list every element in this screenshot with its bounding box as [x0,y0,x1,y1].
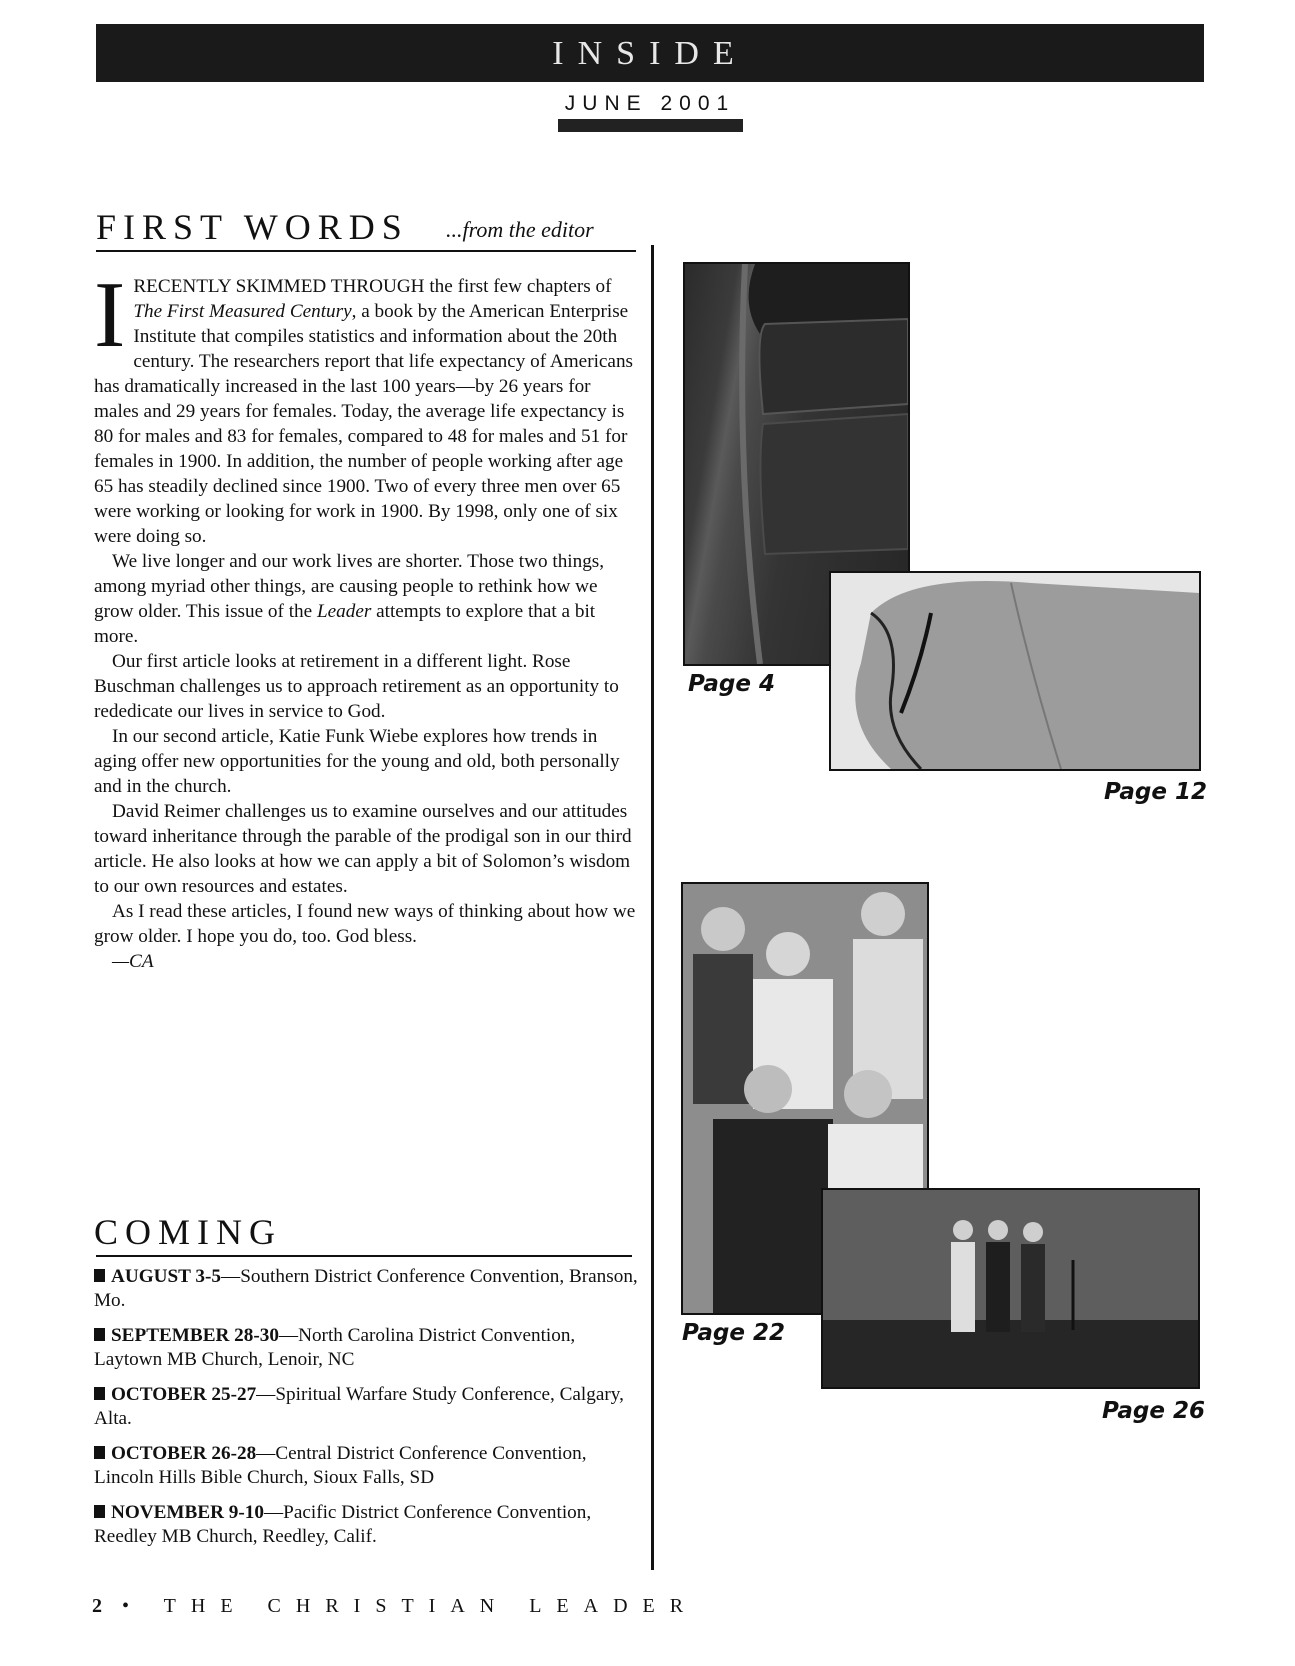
event-description: —Spiritual Warfare Study Conference, Calgary, Alta. [94,1384,624,1429]
event-date: SEPTEMBER 28-30 [111,1325,279,1346]
page-4-label: Page 4 [688,671,775,697]
worship-band-illustration [823,1190,1198,1387]
page-footer [92,1594,698,1618]
event-item [94,1501,642,1549]
footer-separator: • [122,1595,145,1617]
editorial-body [94,263,636,974]
editorial-signature: —CA [112,951,154,972]
date-underline-bar [558,119,743,132]
event-description: —Pacific District Conference Convention, Reedley MB Church, Reedley, Calif. [94,1502,592,1547]
event-description: —Southern District Conference Convention, Branson, Mo. [94,1266,638,1311]
editorial-paragraph [94,549,636,649]
column-divider [651,245,654,1570]
square-bullet-icon [94,1269,105,1282]
square-bullet-icon [94,1446,105,1459]
coming-divider [96,1255,632,1257]
editorial-paragraph [94,263,636,549]
drop-cap: I [94,263,126,367]
square-bullet-icon [94,1387,105,1400]
editorial-paragraph: Our first article looks at retirement in a different light. Rose Buschman challenges us to approach retirement as an opportunity to rededicate our lives in service to God. [94,651,619,722]
editorial-text: We live longer and our work lives are shorter. Those two things, among myriad other things, are causing people to rethink how we grow older. This issue of the [94,551,605,622]
event-item [94,1442,642,1490]
photo-backpack [829,571,1201,771]
coming-heading: COMING [94,1212,283,1252]
book-title: The First Measured Century [133,301,352,322]
event-date: NOVEMBER 9-10 [111,1502,264,1523]
editorial-text: , a book by the American Enterprise Institute that compiles statistics and information about the 20th century. The researchers report that life expectancy of Americans has dramatically increased in the last 100 years—by 26 years for males and 29 years for females. Today, the average life expectancy is 80 for males and 83 for females, compared to 48 for males and 51 for females in 1900. In addition, the number of people working after age 65 has steadily declined since 1900. Two of every three men over 65 were working or looking for work in 1900. By 1998, only one of six were doing so. [94,301,634,547]
editorial-paragraph: In our second article, Katie Funk Wiebe explores how trends in aging offer new opportunities for the young and old, both personally and in the church. [94,726,620,797]
square-bullet-icon [94,1328,105,1341]
magazine-name: Leader [316,601,372,622]
editorial-paragraph: As I read these articles, I found new ways of thinking about how we grow older. I hope you do, too. God bless. [94,901,636,947]
event-date: AUGUST 3-5 [111,1266,221,1287]
issue-date: JUNE 2001 [564,92,736,115]
event-date: OCTOBER 26-28 [111,1443,257,1464]
event-list [94,1265,642,1560]
editorial-text: attempts to explore that a bit more. [94,601,596,647]
event-item [94,1324,642,1372]
event-description: —North Carolina District Convention, Laytown MB Church, Lenoir, NC [94,1325,576,1370]
page-22-label: Page 22 [682,1320,785,1346]
editorial-paragraph: David Reimer challenges us to examine ourselves and our attitudes toward inheritance through the parable of the prodigal son in our third article. He also looks at how we can apply a bit of Solomon’s wisdom to our own resources and estates. [94,801,632,897]
event-date: OCTOBER 25-27 [111,1384,257,1405]
backpack-illustration [831,573,1199,769]
section-title: INSIDE [552,35,748,72]
event-description: —Central District Conference Convention, Lincoln Hills Bible Church, Sioux Falls, SD [94,1443,587,1488]
square-bullet-icon [94,1505,105,1518]
first-words-heading: FIRST WORDS [96,207,409,247]
event-item [94,1383,642,1431]
page-26-label: Page 26 [1102,1398,1205,1424]
event-item [94,1265,642,1313]
publication-name: THE CHRISTIAN LEADER [163,1595,699,1617]
first-words-byline: ...from the editor [446,217,594,242]
first-words-divider [96,250,636,252]
page-number: 2 [92,1595,102,1617]
page-12-label: Page 12 [1104,779,1207,805]
editorial-text: RECENTLY SKIMMED THROUGH the first few chapters of [133,276,612,297]
photo-worship-band [821,1188,1200,1389]
